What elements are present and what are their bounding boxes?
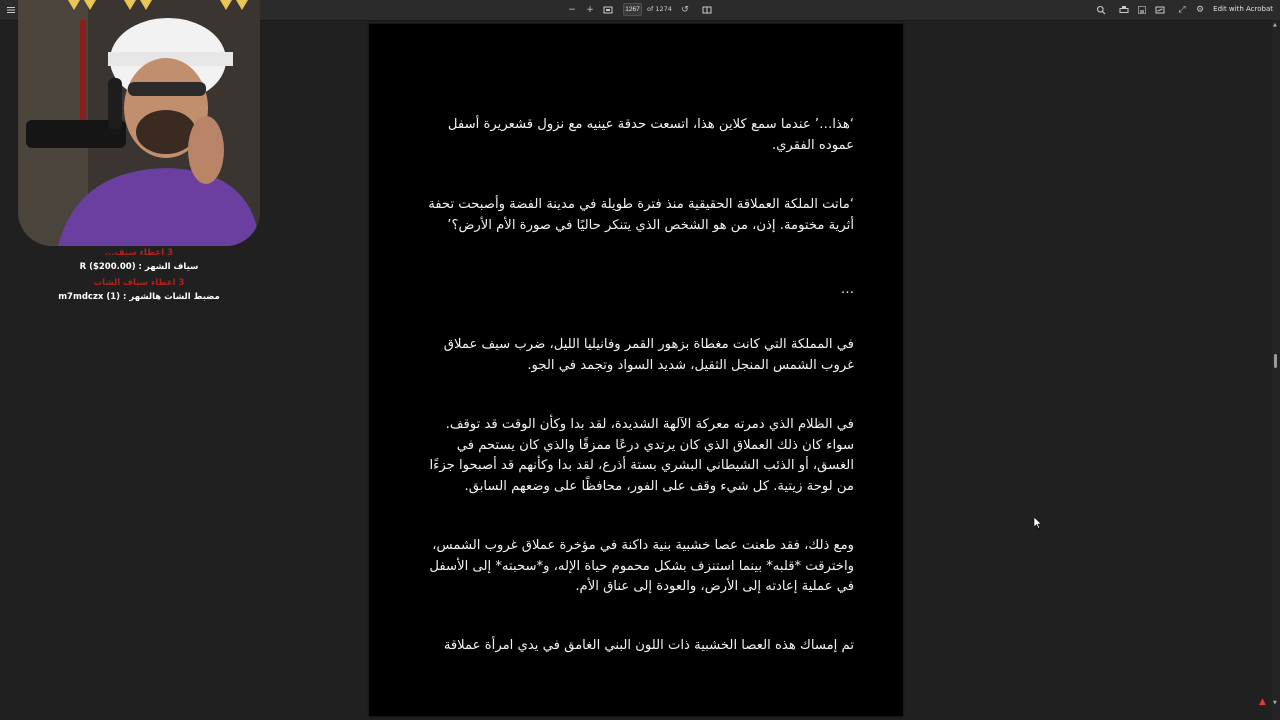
rotate-icon[interactable]: ↺ [681,4,689,15]
scroll-up-icon[interactable]: ▲ [1273,22,1277,28]
edit-with-acrobat-button[interactable]: Edit with Acrobat [1213,5,1273,13]
page-count: of 1274 [647,5,672,13]
overlay-top-donor: سياف الشهر : (200.00$) R [79,262,199,272]
overlay-chat-moderator: مضبط الشات هالشهر : (1) m7mdczx [58,292,220,302]
paragraph: ‘هذا…’ عندما سمع كلاين هذا، اتسعت حدقة عينيه مع نزول قشعريرة أسفل عموده الفقري. [447,117,854,153]
scroll-thumb[interactable] [1274,354,1277,368]
overlay-donation-line: 3 اعطاء سيف... [104,248,174,258]
zoom-in-icon[interactable]: + [586,4,594,15]
expand-icon[interactable]: ⤢ [1178,4,1186,15]
settings-icon[interactable]: ⚙ [1195,4,1205,15]
overlay-chat-line: 3 اعطاء سياف الشات [93,278,185,288]
save-icon[interactable] [1136,4,1148,16]
paragraph: في المملكة التي كانت مغطاة بزهور القمر وفانيليا الليل، ضرب سيف عملاق غروب الشمس المنجل الثقيل، شديد السواد وتجمد في الجو. [443,337,854,373]
paragraph: ومع ذلك، فقد طعنت عصا خشبية بنية داكنة في مؤخرة عملاق غروب الشمس، واخترقت *قلبه* بينما استنزف بشكل محموم حياة الإله، و*سحبته* إلى الأسفل في عملية إعادته إلى الأرض، والعودة إلى عناق الأم. [429,538,854,594]
fit-page-icon[interactable] [602,4,614,16]
webcam-overlay [18,0,260,246]
print-icon[interactable] [1118,4,1130,16]
paragraph: تم إمساك هذه العصا الخشبية ذات اللون البني الغامق في يدي امرأة عملاقة [443,638,854,653]
page-number-input[interactable] [623,3,642,16]
menu-icon[interactable] [5,4,17,16]
search-icon[interactable] [1095,4,1107,16]
two-page-icon[interactable] [701,4,713,16]
mouse-cursor-icon [1034,517,1042,529]
vertical-scrollbar[interactable] [1272,20,1280,720]
pdf-page [369,24,903,716]
streamer-webcam-image [18,0,260,246]
sign-icon[interactable] [1154,4,1166,16]
paragraph: … [840,282,854,297]
acrobat-logo-icon: ▲ [1259,697,1266,707]
scroll-down-icon[interactable]: ▼ [1273,700,1277,706]
paragraph: في الظلام الذي دمرته معركة الآلهة الشديدة، لقد بدا وكأن الوقت قد توقف. سواء كان ذلك العملاق الذي كان يرتدي درعًا ممزقًا والذي كان يستحم في الغسق، أو الذئب الشيطاني البشري بستة أذرع، لقد بدا وكأنهم قد أصبحوا جزءًا من لوحة زيتية. كل شيء وقف على الفور، محافظًا على وضعهم السابق. [429,417,854,494]
paragraph: ‘ماتت الملكة العملاقة الحقيقية منذ فترة طويلة في مدينة الفضة وأصبحت تحفة أثرية مختومة. إذن، من هو الشخص الذي يتنكر حاليًا في صورة الأم الأرض؟’ [428,197,854,233]
zoom-out-icon[interactable]: − [568,4,576,15]
